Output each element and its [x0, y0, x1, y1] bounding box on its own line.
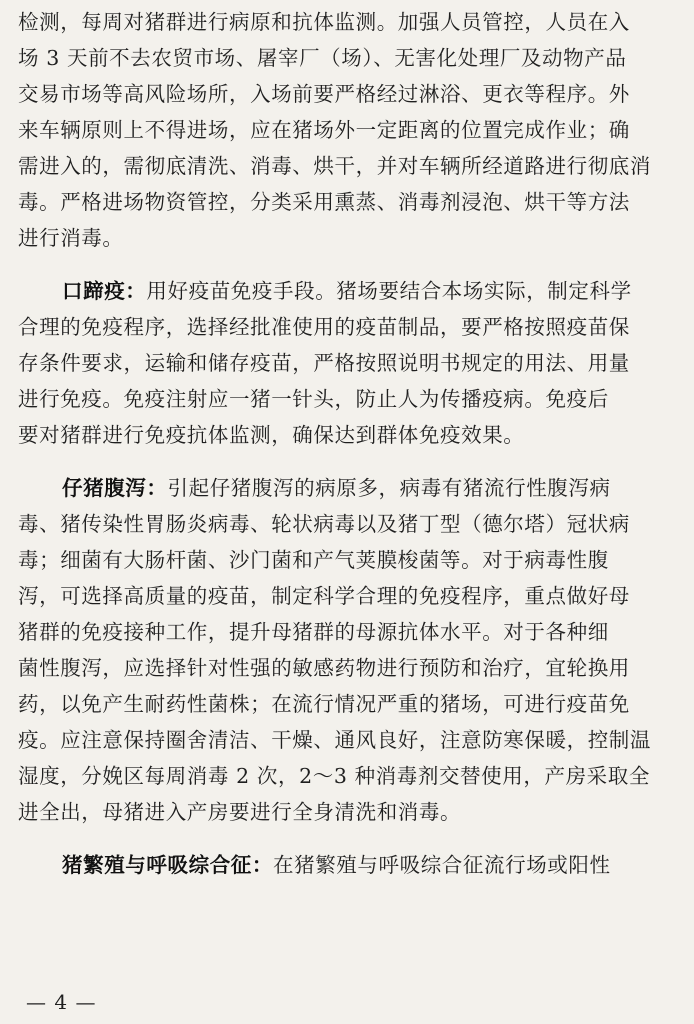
section-keyword: 口蹄疫： — [62, 279, 147, 303]
text-line — [18, 273, 676, 309]
text-line: 猪群的免疫接种工作，提升母猪群的母源抗体水平。对于各种细 — [18, 620, 609, 644]
text-line: 毒；细菌有大肠杆菌、沙门菌和产气荚膜梭菌等。对于病毒性腹 — [18, 548, 609, 572]
text-line: 要对猪群进行免疫抗体监测，确保达到群体免疫效果。 — [18, 423, 525, 447]
section-keyword: 仔猪腹泻： — [62, 476, 168, 500]
line-text: 用好疫苗免疫手段。猪场要结合本场实际，制定科学 — [146, 279, 632, 303]
line-text: 在猪繁殖与呼吸综合征流行场或阳性 — [273, 853, 611, 877]
paragraph-prrs — [18, 847, 676, 883]
paragraph-piglet-diarrhea — [18, 470, 676, 830]
text-line: 泻，可选择高质量的疫苗，制定科学合理的免疫程序，重点做好母 — [18, 584, 630, 608]
text-line: 需进入的，需彻底清洗、消毒、烘干，并对车辆所经道路进行彻底消 — [18, 154, 651, 178]
text-line: 湿度，分娩区每周消毒 2 次，2～3 种消毒剂交替使用，产房采取全 — [18, 764, 650, 788]
text-line: 药，以免产生耐药性菌株；在流行情况严重的猪场，可进行疫苗免 — [18, 692, 630, 716]
text-line — [18, 470, 676, 506]
text-line: 进行免疫。免疫注射应一猪一针头，防止人为传播疫病。免疫后 — [18, 387, 609, 411]
text-line: 疫。应注意保持圈舍清洁、干燥、通风良好，注意防寒保暖，控制温 — [18, 728, 651, 752]
text-line: 菌性腹泻，应选择针对性强的敏感药物进行预防和治疗，宜轮换用 — [18, 656, 630, 680]
text-line: 存条件要求，运输和储存疫苗，严格按照说明书规定的用法、用量 — [18, 351, 630, 375]
line-text: 引起仔猪腹泻的病原多，病毒有猪流行性腹泻病 — [167, 476, 611, 500]
text-line: 来车辆原则上不得进场，应在猪场外一定距离的位置完成作业；确 — [18, 118, 630, 142]
text-line: 交易市场等高风险场所，入场前要严格经过淋浴、更衣等程序。外 — [18, 82, 630, 106]
page-number: — 4 — — [26, 990, 97, 1014]
text-line: 进行消毒。 — [18, 226, 124, 250]
page-content — [18, 4, 676, 883]
paragraph-biosecurity — [18, 4, 676, 256]
section-keyword: 猪繁殖与呼吸综合征： — [62, 853, 273, 877]
paragraph-fmd — [18, 273, 676, 453]
text-line: 毒。严格进场物资管控，分类采用熏蒸、消毒剂浸泡、烘干等方法 — [18, 190, 630, 214]
text-line: 进全出，母猪进入产房要进行全身清洗和消毒。 — [18, 800, 462, 824]
text-line: 场 3 天前不去农贸市场、屠宰厂（场）、无害化处理厂及动物产品 — [18, 46, 627, 70]
text-line: 合理的免疫程序，选择经批准使用的疫苗制品，要严格按照疫苗保 — [18, 315, 630, 339]
text-line — [18, 847, 676, 883]
text-line: 毒、猪传染性胃肠炎病毒、轮状病毒以及猪丁型（德尔塔）冠状病 — [18, 512, 630, 536]
text-line: 检测，每周对猪群进行病原和抗体监测。加强人员管控，人员在入 — [18, 10, 630, 34]
